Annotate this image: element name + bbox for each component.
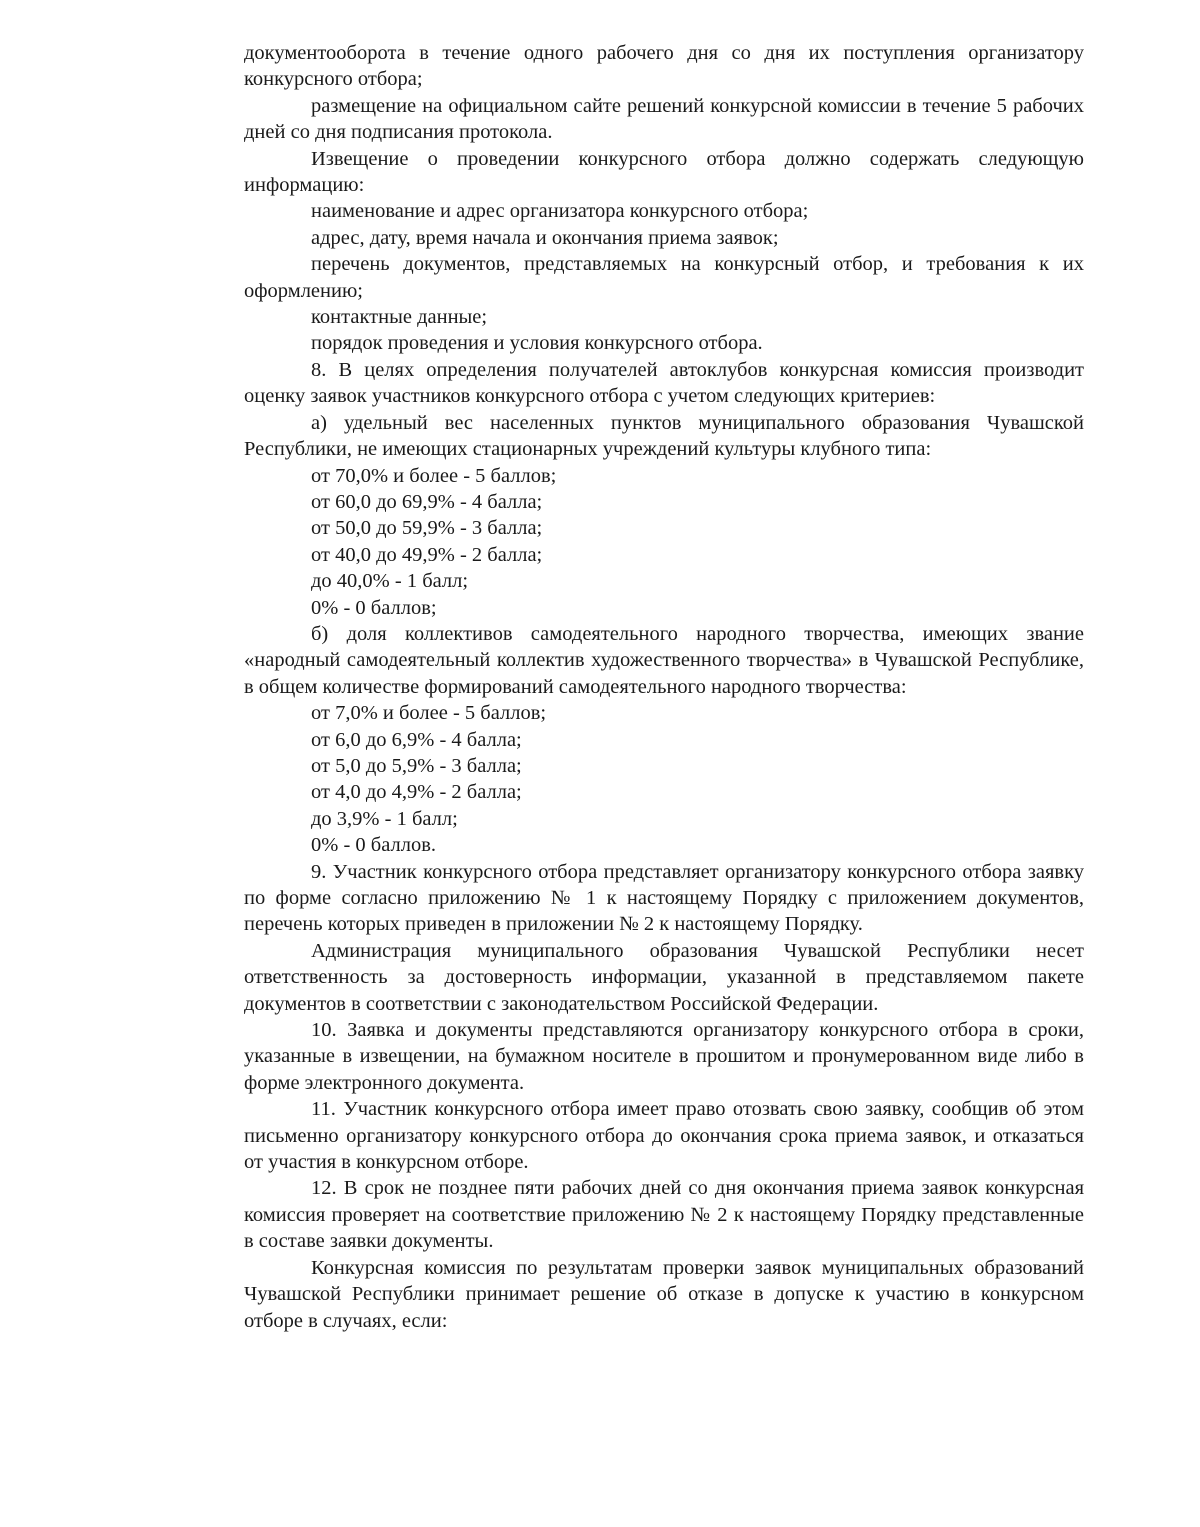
document-paragraph: Извещение о проведении конкурсного отбора должно содержать следующую информацию: bbox=[244, 147, 1084, 197]
document-paragraph: от 4,0 до 4,9% - 2 балла; bbox=[311, 781, 522, 804]
document-paragraph: 12. В срок не позднее пяти рабочих дней со дня окончания приема заявок конкурсная комиссия проверяет на соответствие приложению № 2 к настоящему Порядку представленные в составе заявки документы. bbox=[244, 1177, 1084, 1253]
document-paragraph: размещение на официальном сайте решений конкурсной комиссии в течение 5 рабочих дней со дня подписания протокола. bbox=[244, 94, 1084, 144]
document-paragraph: от 7,0% и более - 5 баллов; bbox=[311, 702, 547, 725]
document-paragraph: 11. Участник конкурсного отбора имеет право отозвать свою заявку, сообщив об этом письменно организатору конкурсного отбора до окончания срока приема заявок, и отказаться от участия в конкурсном отборе. bbox=[244, 1098, 1084, 1174]
document-paragraph: от 5,0 до 5,9% - 3 балла; bbox=[311, 754, 522, 777]
document-paragraph: от 6,0 до 6,9% - 4 балла; bbox=[311, 728, 522, 751]
document-paragraph: 8. В целях определения получателей автоклубов конкурсная комиссия производит оценку заявок участников конкурсного отбора с учетом следующих критериев: bbox=[244, 358, 1084, 408]
document-paragraph: до 3,9% - 1 балл; bbox=[311, 807, 458, 830]
document-paragraph: 9. Участник конкурсного отбора представляет организатору конкурсного отбора заявку по форме согласно приложению № 1 к настоящему Порядку с приложением документов, перечень которых приведен в приложении № 2 к настоящему Порядку. bbox=[244, 860, 1084, 936]
document-paragraph: Администрация муниципального образования Чувашской Республики несет ответственность за достоверность информации, указанной в представляемом пакете документов в соответствии с законодательством Российской Федерации. bbox=[244, 939, 1084, 1015]
document-paragraph: от 70,0% и более - 5 баллов; bbox=[311, 464, 557, 487]
document-paragraph: 10. Заявка и документы представляются организатору конкурсного отбора в сроки, указанные в извещении, на бумажном носителе в прошитом и пронумерованном виде либо в форме электронного документа. bbox=[244, 1019, 1084, 1094]
document-paragraph: Конкурсная комиссия по результатам проверки заявок муниципальных образований Чувашской Республики принимает решение об отказе в допуске к участию в конкурсном отборе в случаях, если: bbox=[244, 1256, 1084, 1332]
document-paragraph: перечень документов, представляемых на конкурсный отбор, и требования к их оформлению; bbox=[244, 253, 1084, 302]
document-paragraph: от 50,0 до 59,9% - 3 балла; bbox=[311, 517, 543, 540]
document-paragraph: адрес, дату, время начала и окончания приема заявок; bbox=[311, 226, 779, 249]
document-paragraph: от 40,0 до 49,9% - 2 балла; bbox=[311, 543, 543, 566]
document-paragraph: 0% - 0 баллов. bbox=[311, 834, 437, 857]
document-paragraph: порядок проведения и условия конкурсного отбора. bbox=[311, 332, 763, 355]
document-paragraph: документооборота в течение одного рабочего дня со дня их поступления организатору конкурсного отбора; bbox=[244, 42, 1084, 91]
document-paragraph: от 60,0 до 69,9% - 4 балла; bbox=[311, 490, 543, 513]
document-paragraph: наименование и адрес организатора конкурсного отбора; bbox=[311, 200, 809, 223]
document-paragraph: контактные данные; bbox=[311, 306, 488, 329]
document-page bbox=[244, 40, 1084, 1334]
document-paragraph: до 40,0% - 1 балл; bbox=[311, 570, 469, 593]
document-paragraph: 0% - 0 баллов; bbox=[311, 596, 437, 619]
document-paragraph: а) удельный вес населенных пунктов муниципального образования Чувашской Республики, не имеющих стационарных учреждений культуры клубного типа: bbox=[244, 411, 1084, 461]
document-paragraph: б) доля коллективов самодеятельного народного творчества, имеющих звание «народный самодеятельный коллектив художественного творчества» в Чувашской Республике, в общем количестве формирований самодеятельного народного творчества: bbox=[244, 622, 1084, 698]
